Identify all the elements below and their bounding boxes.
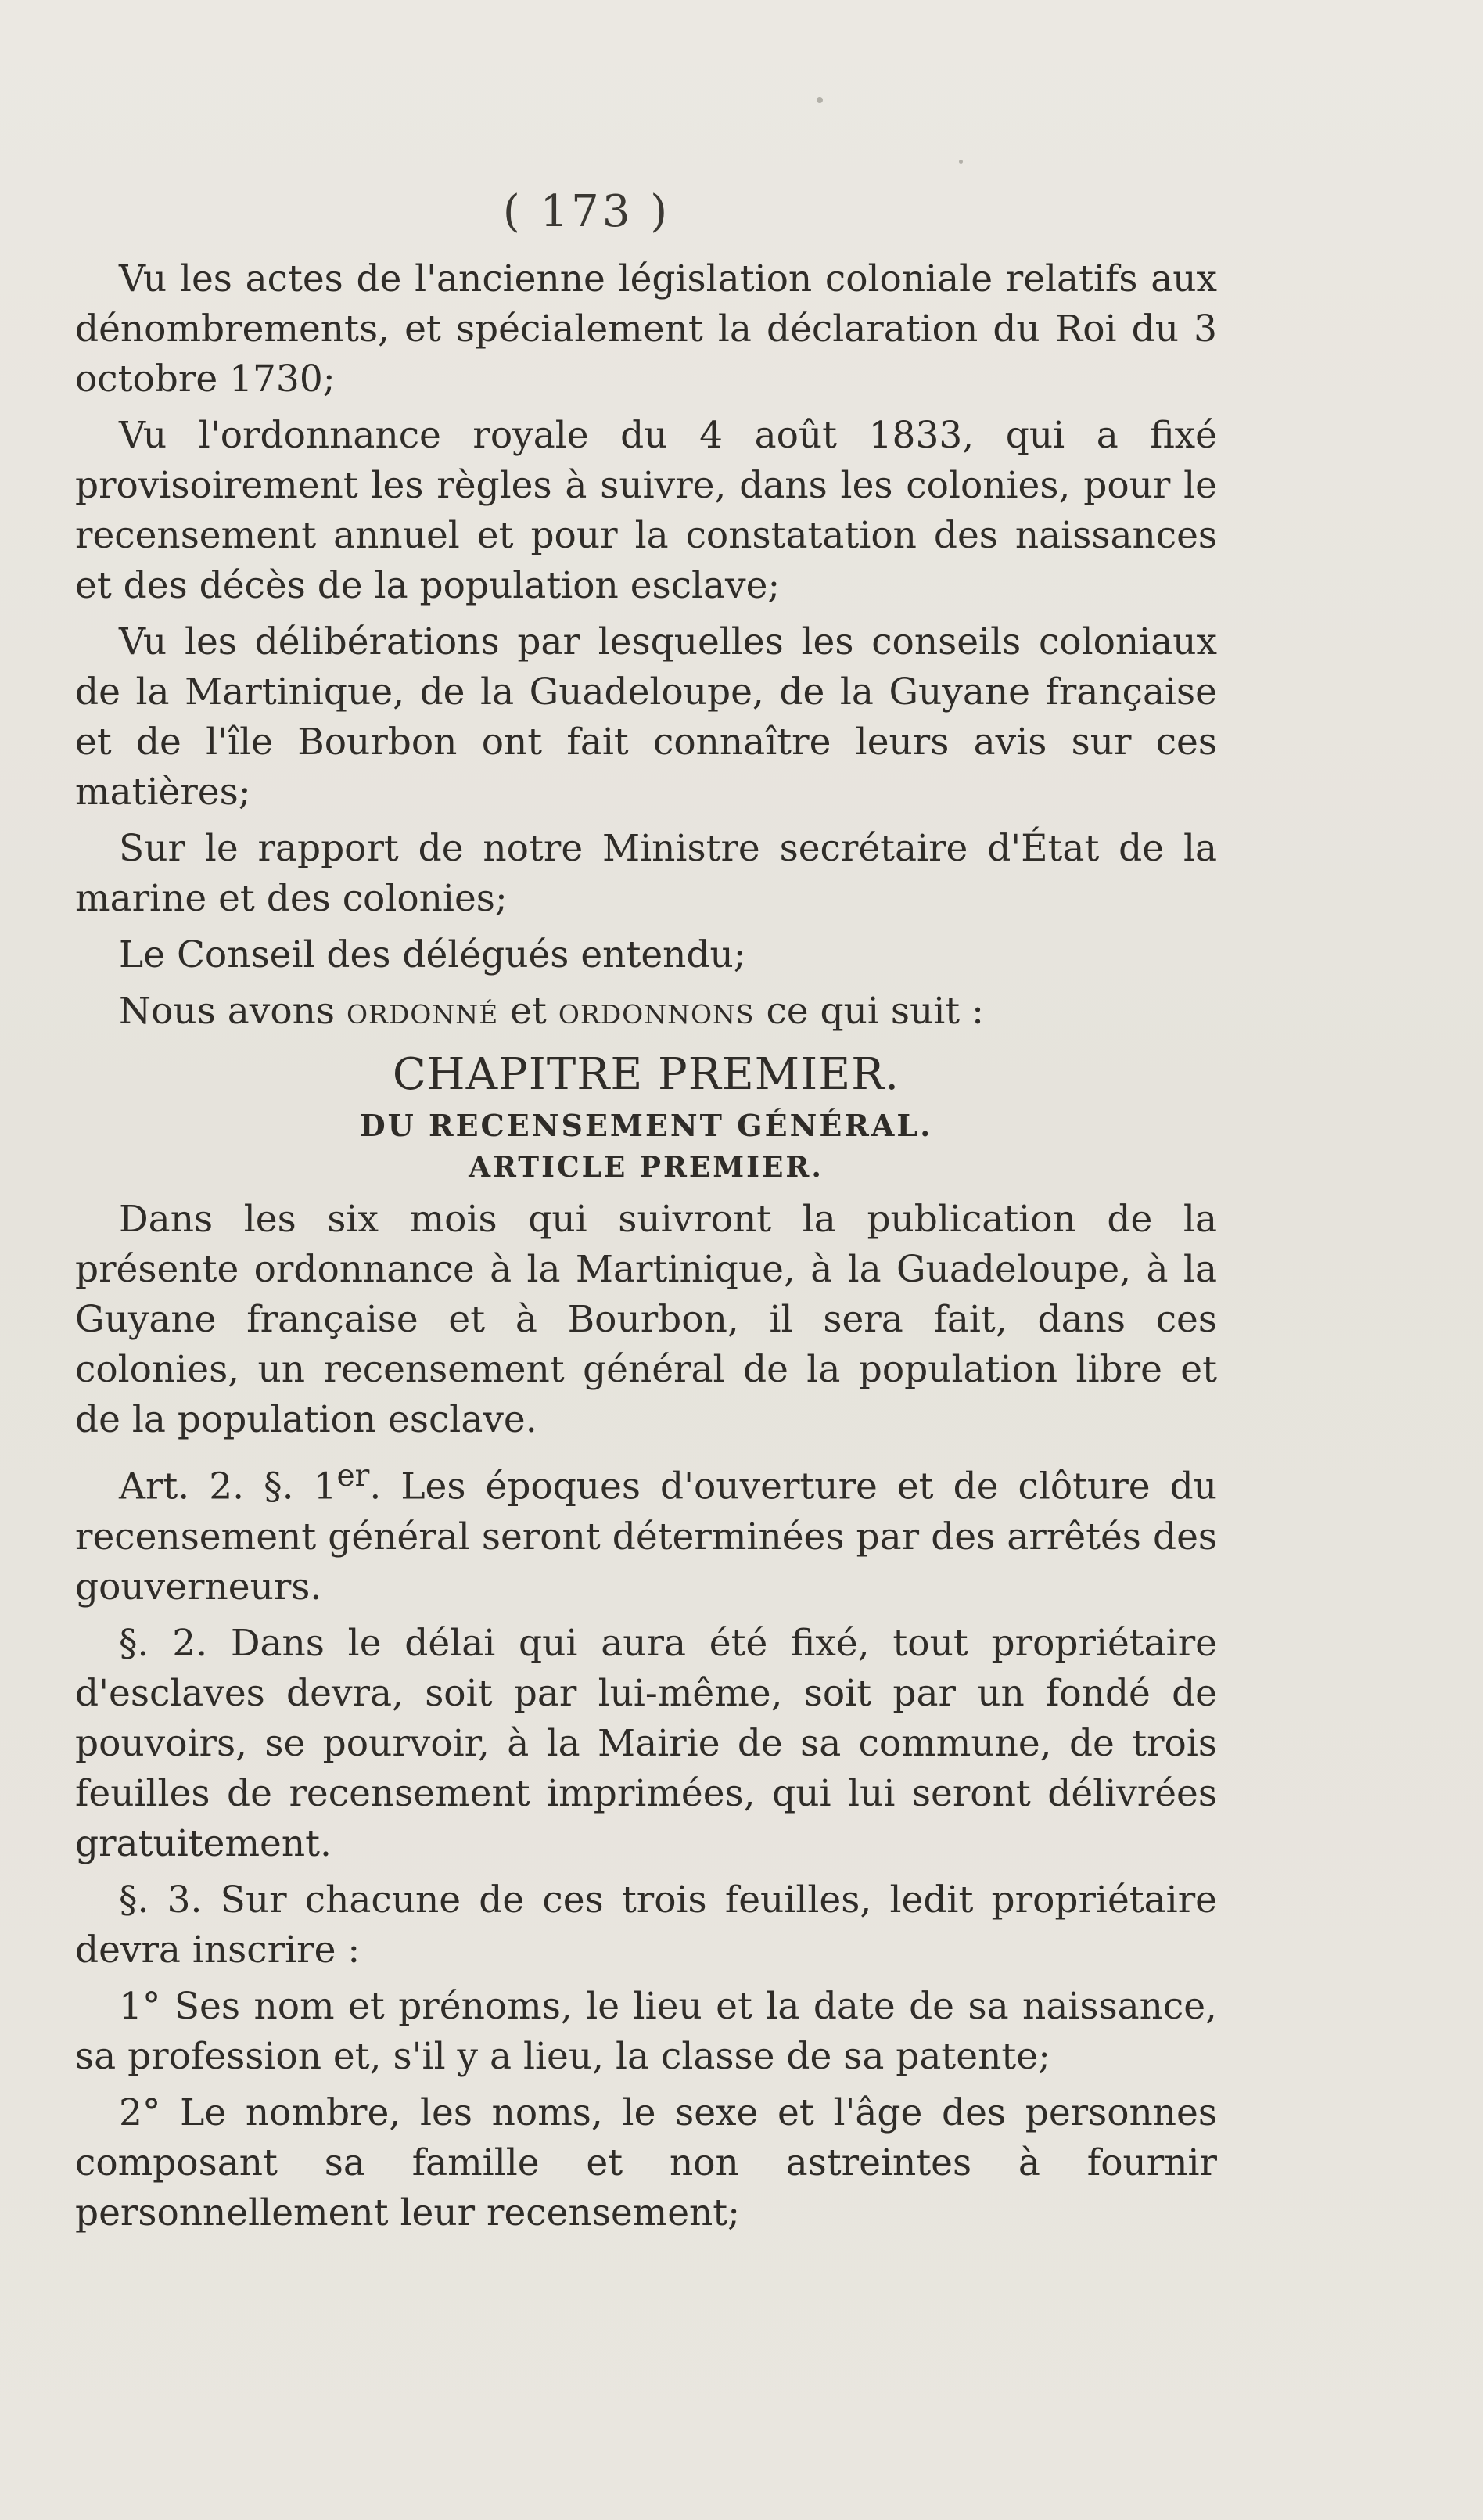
preamble-paragraph-4: Sur le rapport de notre Ministre secrétaire d'État de la marine et des colonies;	[75, 827, 1217, 920]
decree-prefix: Nous avons	[119, 990, 347, 1033]
decree-suffix: ce qui suit :	[754, 990, 984, 1033]
article-2-label: Art. 2. §. 1	[119, 1465, 337, 1508]
decree-word-ordonne: ordonné	[346, 990, 499, 1033]
article-2-paragraph-2: §. 2. Dans le délai qui aura été fixé, tout propriétaire d'esclaves devra, soit par lui-même, soit par un fondé de pouvoirs, se pourvoir, à la Mairie de sa commune, de trois feuilles de recensement imprimées, qui lui seront délivrées gratuitement.	[75, 1621, 1217, 1865]
article-1-text: Dans les six mois qui suivront la publication de la présente ordonnance à la Martinique, à la Guadeloupe, à la Guyane française et à Bourbon, il sera fait, dans ces colonies, un recensement général de la population libre et de la population esclave.	[75, 1198, 1217, 1441]
article-2-superscript: er	[336, 1458, 370, 1494]
document-body	[75, 254, 1217, 2245]
decree-word-ordonnons: ordonnons	[558, 990, 755, 1033]
preamble-paragraph-3: Vu les délibérations par lesquelles les conseils coloniaux de la Martinique, de la Guadeloupe, de la Guyane française et de l'île Bourbon ont fait connaître leurs avis sur ces matières;	[75, 620, 1217, 814]
list-item-2: 2° Le nombre, les noms, le sexe et l'âge des personnes composant sa famille et non astreintes à fournir personnellement leur recensement;	[75, 2090, 1217, 2234]
chapter-title: CHAPITRE PREMIER.	[392, 1049, 900, 1100]
preamble-paragraph-1: Vu les actes de l'ancienne législation coloniale relatifs aux dénombrements, et spécialement la déclaration du Roi du 3 octobre 1730;	[75, 257, 1217, 401]
list-item-1: 1° Ses nom et prénoms, le lieu et la date de sa naissance, sa profession et, s'il y a lieu, la classe de sa patente;	[75, 1984, 1217, 2078]
article-2-paragraph-1	[75, 1451, 1217, 1612]
section-title: DU RECENSEMENT GÉNÉRAL.	[359, 1108, 933, 1143]
preamble-paragraph-2: Vu l'ordonnance royale du 4 août 1833, qui a fixé provisoirement les règles à suivre, dans les colonies, pour le recensement annuel et pour la constatation des naissances et des décès de la population esclave;	[75, 414, 1217, 607]
decree-middle: et	[498, 990, 558, 1033]
paper-speck	[959, 160, 963, 164]
decree-formula	[75, 987, 1217, 1037]
article-2-paragraph-3: §. 3. Sur chacune de ces trois feuilles, ledit propriétaire devra inscrire :	[75, 1878, 1217, 1972]
page-number: ( 173 )	[502, 186, 671, 237]
article-2-text: . Les époques d'ouverture et de clôture du recensement général seront déterminées par des arrêtés des gouverneurs.	[75, 1465, 1217, 1609]
preamble-paragraph-5: Le Conseil des délégués entendu;	[119, 933, 746, 976]
article-title: ARTICLE PREMIER.	[469, 1151, 824, 1184]
paper-speck	[817, 97, 823, 103]
